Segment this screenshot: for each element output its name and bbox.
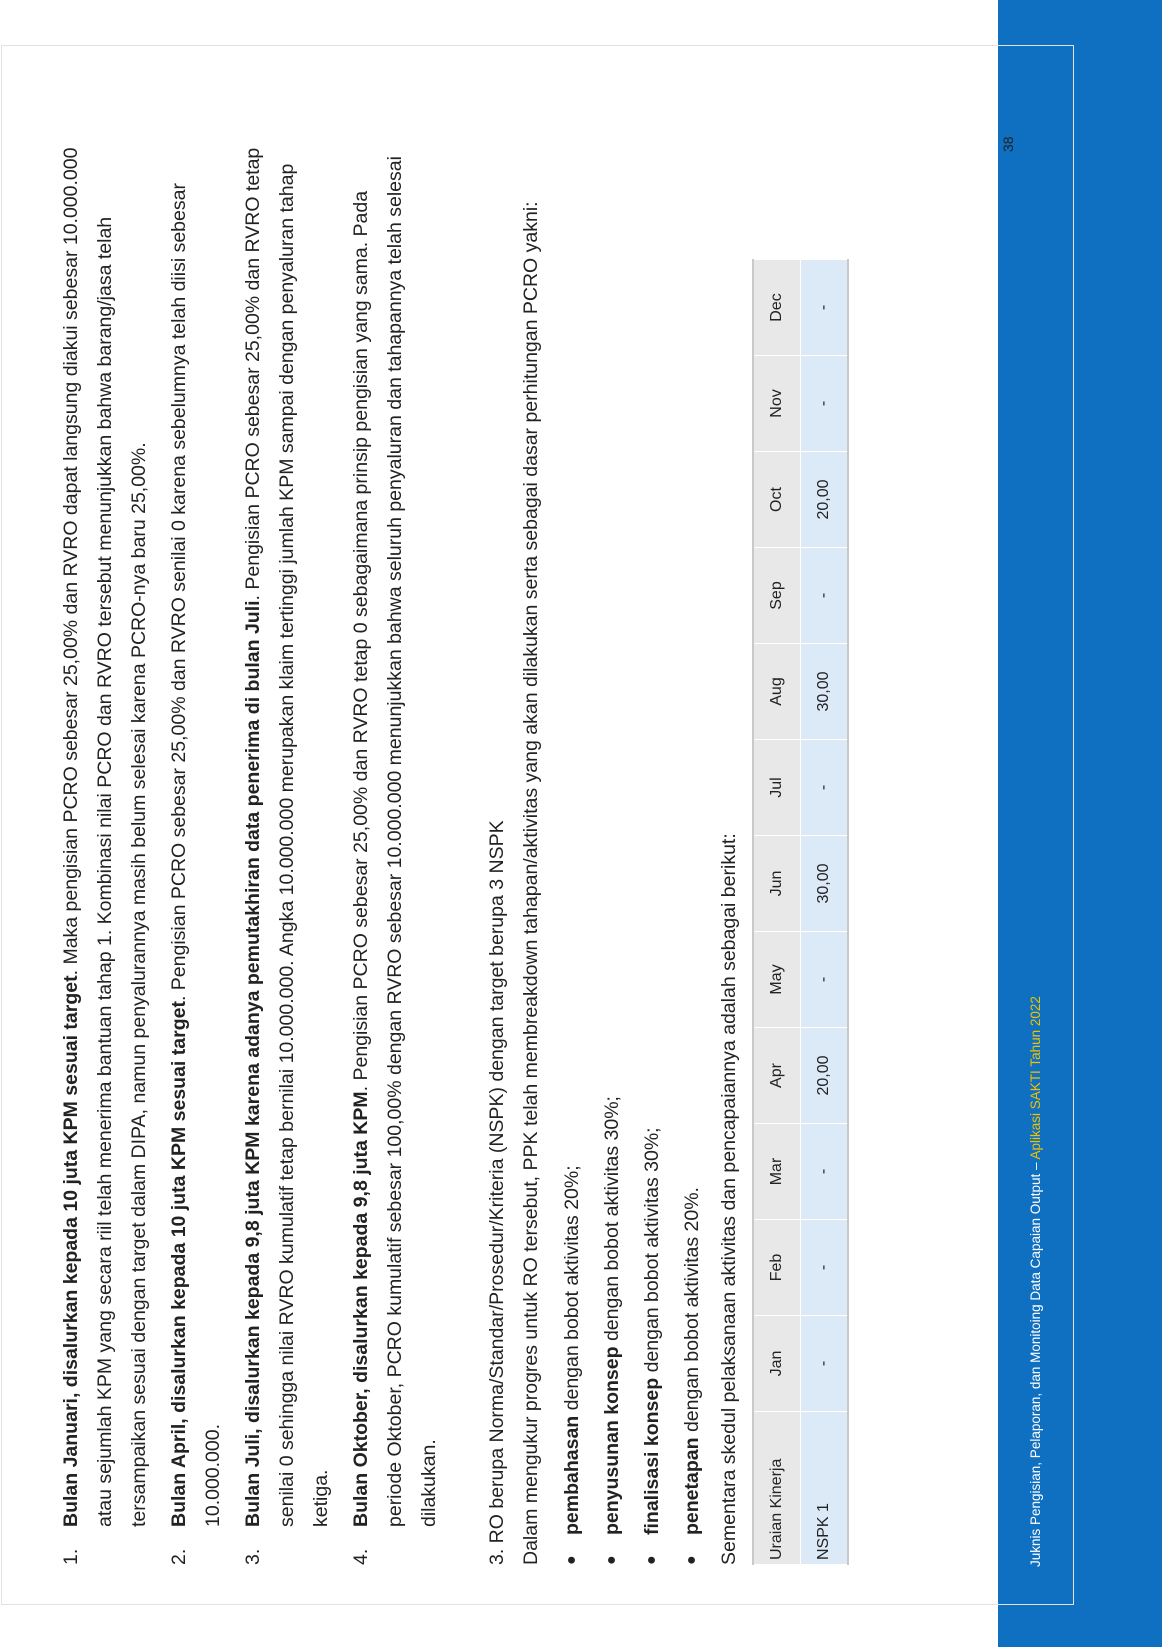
table-header-cell: Feb bbox=[753, 1220, 801, 1316]
table-header-cell: Jul bbox=[753, 740, 801, 836]
bullet-icon: ● bbox=[603, 1555, 620, 1565]
bullet-icon: ● bbox=[683, 1555, 700, 1565]
page-content bbox=[54, 135, 849, 1565]
table-header-cell: Nov bbox=[753, 356, 801, 452]
list-item-bold: Bulan Januari, disalurkan kepada 10 juta KPM sesuai target bbox=[60, 975, 82, 1527]
table-cell: 20,00 bbox=[801, 452, 849, 548]
bullet-bold: penetapan bbox=[681, 1437, 703, 1535]
bullet-bold: pembahasan bbox=[561, 1415, 583, 1535]
table-cell: - bbox=[801, 1124, 849, 1220]
table-cell: - bbox=[801, 1220, 849, 1316]
table-header-row bbox=[753, 260, 801, 1565]
bullet-list bbox=[552, 135, 712, 1565]
table-header-cell: Jan bbox=[753, 1316, 801, 1412]
table-header-cell: Aug bbox=[753, 644, 801, 740]
table-header-cell: Sep bbox=[753, 548, 801, 644]
list-item-bold: Bulan April, disalurkan kepada 10 juta KPM sesuai target bbox=[168, 1001, 190, 1527]
bullet-icon: ● bbox=[643, 1555, 660, 1565]
table-cell: 30,00 bbox=[801, 644, 849, 740]
table-cell: - bbox=[801, 260, 849, 356]
table-header-cell: Jun bbox=[753, 836, 801, 932]
table-cell: 20,00 bbox=[801, 1028, 849, 1124]
bullet-item bbox=[552, 135, 592, 1565]
list-number: 3. bbox=[242, 1548, 264, 1565]
bullet-item bbox=[672, 135, 712, 1565]
page-number: 38 bbox=[1000, 136, 1016, 152]
bullet-text: dengan bobot aktivitas 30%; bbox=[601, 1096, 623, 1347]
section-title: 3. RO berupa Norma/Standar/Prosedur/Kriteria (NSPK) dengan target berupa 3 NSPK bbox=[486, 820, 508, 1565]
table-intro: Sementara skedul pelaksanaan aktivitas dan pencapaiannya adalah sebagai berikut: bbox=[718, 833, 740, 1565]
table-cell: - bbox=[801, 1316, 849, 1412]
footer-highlight: Aplikasi SAKTI Tahun 2022 bbox=[1028, 996, 1043, 1160]
list-number: 1. bbox=[60, 1548, 82, 1565]
table-cell: 30,00 bbox=[801, 836, 849, 932]
list-item-bold: Bulan Oktober, disalurkan kepada 9,8 juta KPM bbox=[350, 1091, 372, 1527]
table-header-cell: Dec bbox=[753, 260, 801, 356]
list-item-text: . Pengisian PCRO sebesar 25,00% dan RVRO senilai 0 karena sebelumnya telah diisi sebesar 10.000.000. bbox=[168, 183, 224, 1527]
table-cell: - bbox=[801, 548, 849, 644]
footer-text: Juknis Pengisian, Pelaporan, dan Monitoing Data Capaian Output – bbox=[1028, 1159, 1043, 1567]
list-item-text: . Maka pengisian PCRO sebesar 25,00% dan RVRO dapat langsung diakui sebesar 10.000.000 atau sejumlah KPM yang secara riil telah menerima bantuan tahap 1. Kombinasi nilai PCRO dan RVRO tersebut menunjukkan bahwa barang/jasa telah tersampaikan sesuai dengan target dalam DIPA, namun penyalurannya masih belum selesai karena PCRO-nya baru 25,00%. bbox=[60, 147, 150, 1527]
table-header-cell: Apr bbox=[753, 1028, 801, 1124]
page-footer bbox=[1028, 996, 1043, 1567]
table-cell: - bbox=[801, 932, 849, 1028]
table-row bbox=[801, 260, 849, 1565]
table-header-cell: Oct bbox=[753, 452, 801, 548]
bullet-item bbox=[632, 135, 672, 1565]
bullet-text: dengan bobot aktivitas 20%; bbox=[561, 1165, 583, 1416]
table-cell: NSPK 1 bbox=[801, 1412, 849, 1565]
bullet-bold: penyusunan konsep bbox=[601, 1346, 623, 1535]
bullet-item bbox=[592, 135, 632, 1565]
list-item-text: . Pengisian PCRO sebesar 25,00% dan RVRO tetap senilai 0 sehingga nilai RVRO kumulatif tetap bernilai 10.000.000. Angka 10.000.000 merupakan klaim tertinggi jumlah KPM sampai dengan penyaluran tahap ketiga. bbox=[242, 147, 332, 1527]
intro-paragraph: Dalam mengukur progres untuk RO tersebut, PPK telah membreakdown tahapan/aktivitas yang akan dilakukan serta sebagai dasar perhitungan PCRO yakni: bbox=[520, 201, 542, 1565]
rotated-page bbox=[0, 64, 1100, 1627]
table-cell: - bbox=[801, 356, 849, 452]
table-cell: - bbox=[801, 740, 849, 836]
table-header-cell: May bbox=[753, 932, 801, 1028]
list-item bbox=[162, 135, 230, 1565]
table-header-cell: Mar bbox=[753, 1124, 801, 1220]
schedule-table bbox=[752, 259, 849, 1565]
list-item bbox=[236, 135, 338, 1565]
bullet-text: dengan bobot aktivitas 20%. bbox=[681, 1187, 703, 1438]
bullet-icon: ● bbox=[563, 1555, 580, 1565]
list-item bbox=[344, 135, 446, 1565]
list-item-bold: Bulan Juli, disalurkan kepada 9,8 juta KPM karena adanya pemutakhiran data penerima di bulan Juli bbox=[242, 600, 264, 1527]
list-item bbox=[54, 135, 156, 1565]
list-number: 2. bbox=[168, 1548, 190, 1565]
list-item-text: . Pengisian PCRO sebesar 25,00% dan RVRO tetap 0 sebagaimana prinsip pengisian yang sama. Pada periode Oktober, PCRO kumulatif sebesar 100,00% dengan RVRO sebesar 10.000.000 menunjukkan bahwa seluruh penyaluran dan tahapannya telah selesai dilakukan. bbox=[350, 156, 440, 1527]
numbered-list bbox=[54, 135, 446, 1565]
bullet-bold: finalisasi konsep bbox=[641, 1377, 663, 1535]
list-number: 4. bbox=[350, 1548, 372, 1565]
bullet-text: dengan bobot aktivitas 30%; bbox=[641, 1127, 663, 1378]
table-header-cell: Uraian Kinerja bbox=[753, 1412, 801, 1565]
